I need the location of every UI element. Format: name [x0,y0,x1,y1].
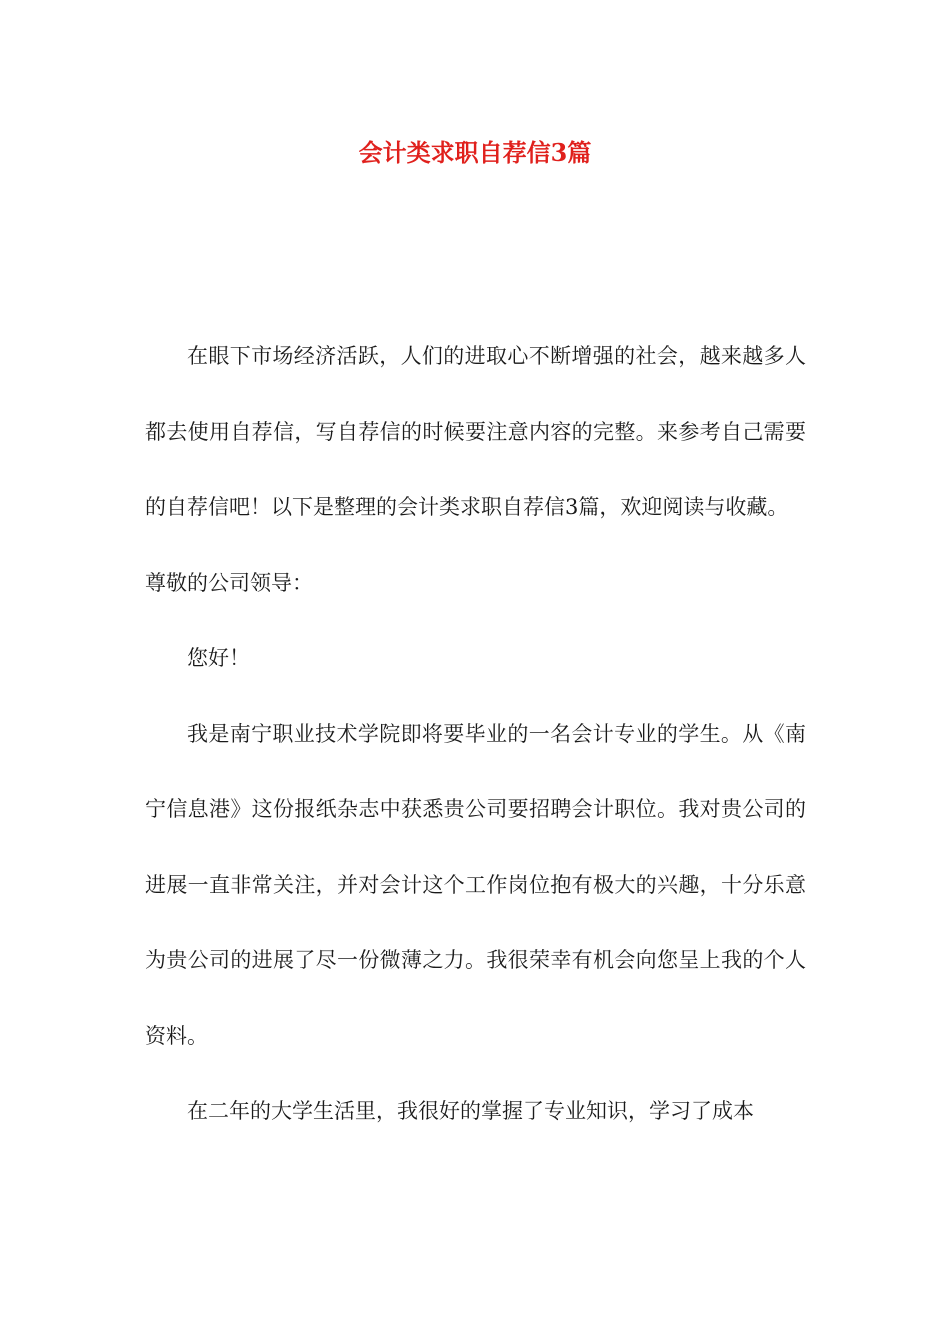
document-title: 会计类求职自荐信3篇 [358,138,592,167]
paragraph-intro: 在眼下市场经济活跃，人们的进取心不断增强的社会，越来越多人都去使用自荐信，写自荐信的时候要注意内容的完整。来参考自己需要的自荐信吧！以下是整理的会计类求职自荐信3篇，欢迎阅读与收藏。 [145,344,806,519]
paragraph-salutation: 尊敬的公司领导： [145,570,313,595]
paragraph-college-life: 在二年的大学生活里，我很好的掌握了专业知识，学习了成本 [187,1099,754,1123]
paragraph-introduction: 我是南宁职业技术学院即将要毕业的一名会计专业的学生。从《南宁信息港》这份报纸杂志中获悉贵公司要招聘会计职位。我对贵公司的进展一直非常关注，并对会计这个工作岗位抱有极大的兴趣，十分乐意为贵公司的进展了尽一份微薄之力。我很荣幸有机会向您呈上我的个人资料。 [145,721,806,1048]
paragraph-greeting: 您好！ [187,646,250,670]
document-body [145,319,806,1150]
